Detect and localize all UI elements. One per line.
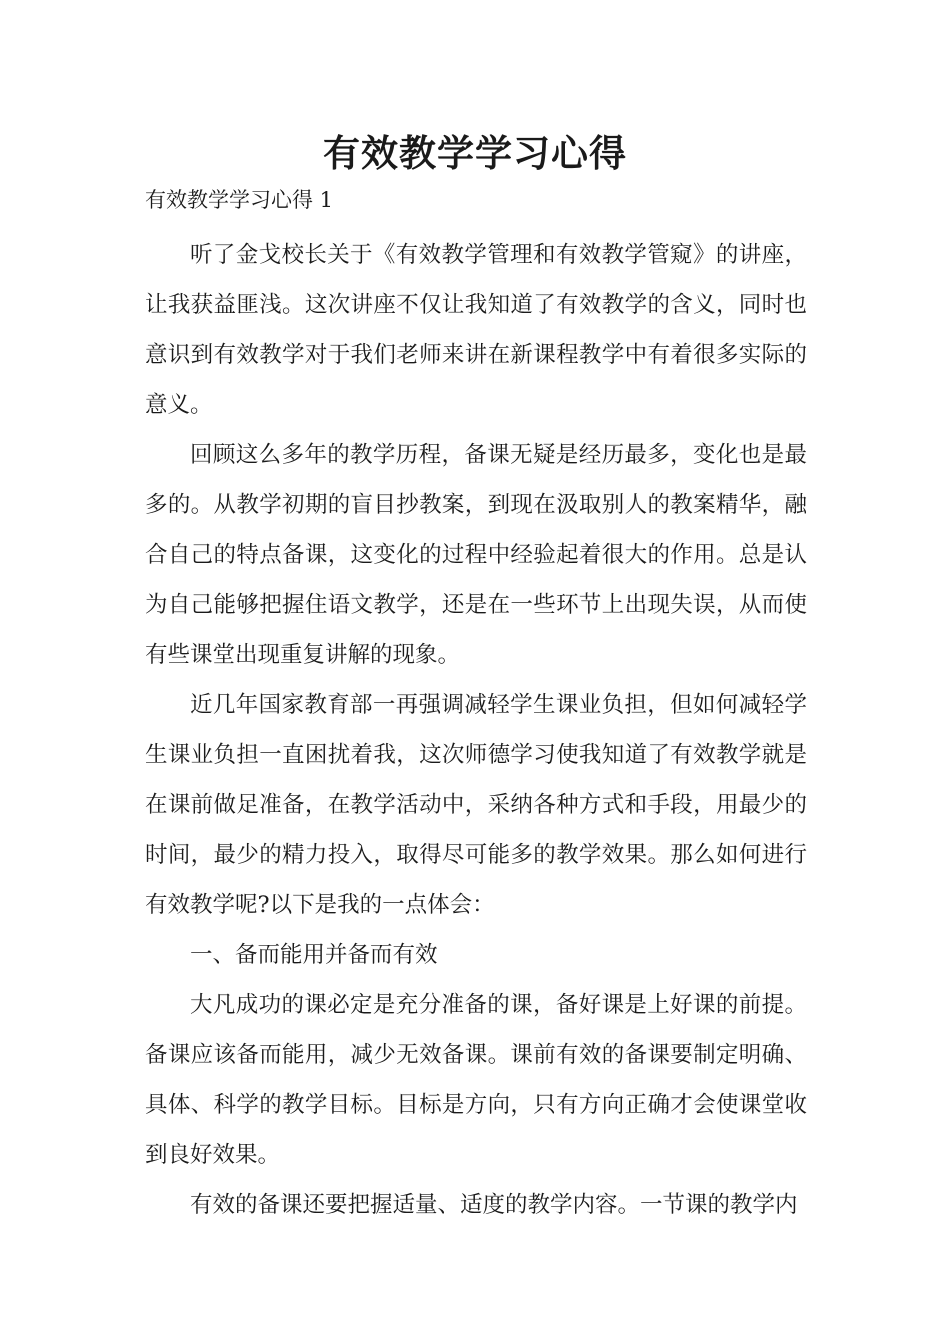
paragraph-point-heading: 一、备而能用并备而有效 (190, 942, 438, 968)
paragraph-content: 有效的备课还要把握适量、适度的教学内容。一节课的教学内 (190, 1192, 798, 1218)
document-title: 有效教学学习心得 (323, 131, 627, 175)
paragraph-burden: 近几年国家教育部一再强调减轻学生课业负担，但如何减轻学生课业负担一直困扰着我，这次师德学习使我知道了有效教学就是在课前做足准备，在教学活动中，采纳各种方式和手段，用最少的时间，最少的精力投入，取得尽可能多的教学效果。那么如何进行有效教学呢?以下是我的一点体会： (145, 692, 807, 918)
document-body (145, 230, 807, 1230)
section-heading: 有效教学学习心得 1 (145, 188, 334, 212)
paragraph-review: 回顾这么多年的教学历程，备课无疑是经历最多，变化也是最多的。从教学初期的盲目抄教案，到现在汲取别人的教案精华，融合自己的特点备课，这变化的过程中经验起着很大的作用。总是认为自己能够把握住语文教学，还是在一些环节上出现失误，从而使有些课堂出现重复讲解的现象。 (145, 442, 807, 668)
paragraph-lesson-prep: 大凡成功的课必定是充分准备的课，备好课是上好课的前提。备课应该备而能用，减少无效备课。课前有效的备课要制定明确、具体、科学的教学目标。目标是方向，只有方向正确才会使课堂收到良好效果。 (145, 992, 807, 1168)
paragraph-intro: 听了金戈校长关于《有效教学管理和有效教学管窥》的讲座，让我获益匪浅。这次讲座不仅让我知道了有效教学的含义，同时也意识到有效教学对于我们老师来讲在新课程教学中有着很多实际的意义。 (145, 242, 807, 418)
